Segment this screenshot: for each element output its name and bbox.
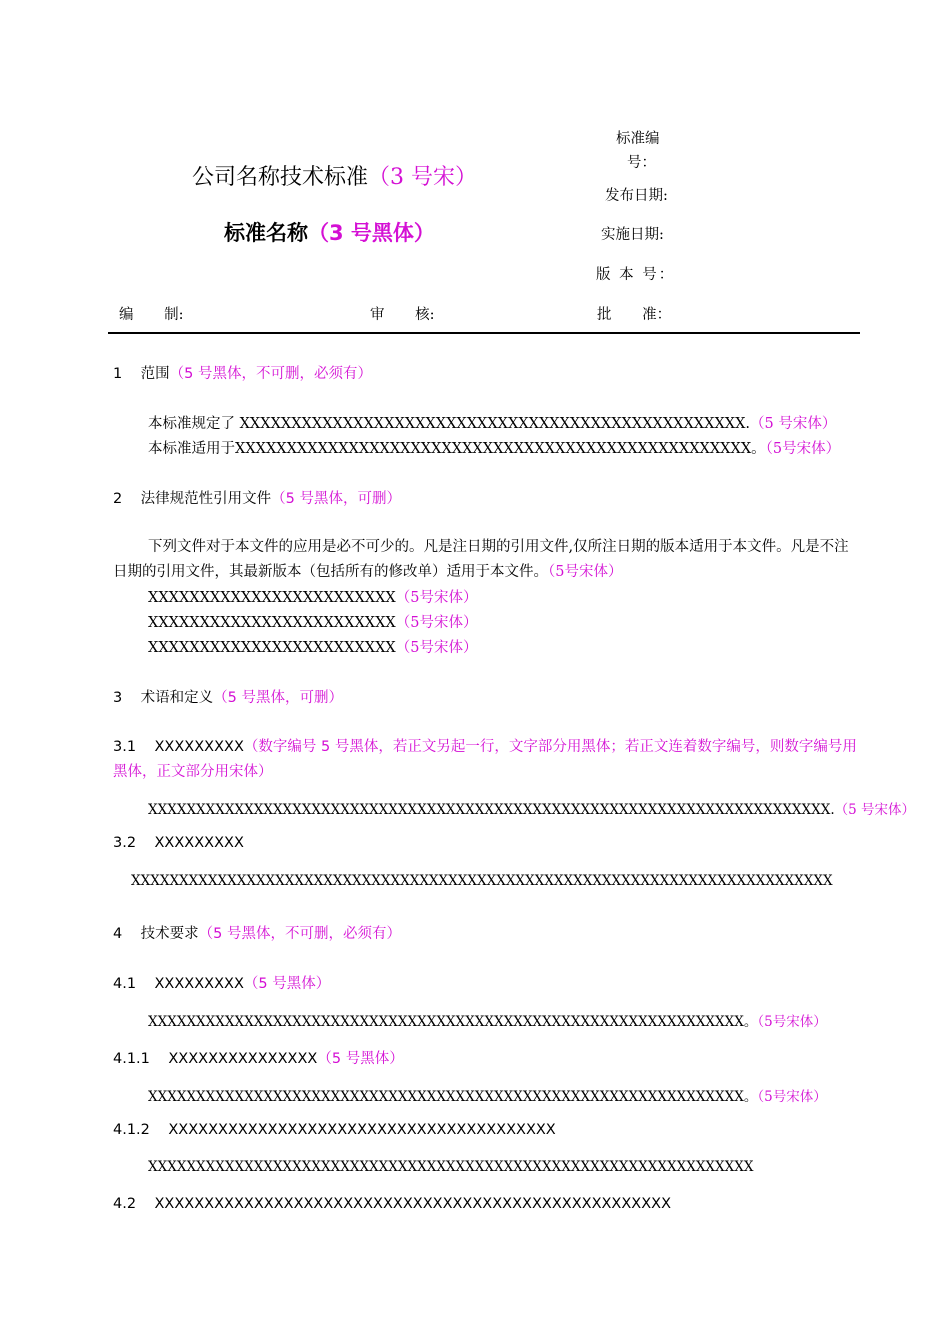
section-2-item-text: XXXXXXXXXXXXXXXXXXXXXXXX xyxy=(148,615,396,631)
section-1-note: （5 号黑体，不可删，必须有） xyxy=(169,366,373,382)
section-1-title: 范围 xyxy=(140,366,170,382)
effective-date-label: 实施日期: xyxy=(601,227,664,243)
section-1-para-1-text: 本标准规定了 XXXXXXXXXXXXXXXXXXXXXXXXXXXXXXXXXXXXXXXXXXXXXXXXX. xyxy=(148,416,751,432)
section-1-number: 1 xyxy=(113,366,123,382)
section-4-note: （5 号黑体，不可删，必须有） xyxy=(198,926,402,942)
section-2-note: （5 号黑体，可删） xyxy=(271,491,402,507)
section-4-1-1-title: XXXXXXXXXXXXXXX xyxy=(168,1051,318,1067)
section-2-paragraph xyxy=(113,535,861,585)
company-title xyxy=(192,160,477,191)
company-title-note: （3 号宋） xyxy=(368,165,478,190)
section-4-1-body-note: （5号宋体） xyxy=(757,1014,827,1030)
section-4-1-1-body-text: XXXXXXXXXXXXXXXXXXXXXXXXXXXXXXXXXXXXXXXXXXXXXXXXXXXXXXXXXXXXXX。 xyxy=(148,1089,758,1105)
section-1-para-2-note: （5号宋体） xyxy=(765,441,841,457)
section-2-item-note: （5号宋体） xyxy=(395,615,478,631)
section-4-1-1-note: （5 号黑体） xyxy=(317,1051,404,1067)
section-3-title: 术语和定义 xyxy=(140,690,214,706)
section-3-2-title: XXXXXXXXX xyxy=(154,835,244,851)
section-3-1-number: 3.1 xyxy=(113,739,137,755)
section-2-title: 法律规范性引用文件 xyxy=(140,491,272,507)
section-2-heading xyxy=(113,487,401,508)
section-2-item xyxy=(148,636,477,657)
header-divider xyxy=(108,332,860,334)
standard-name-note: （3 号黑体） xyxy=(308,221,435,245)
section-2-item-note: （5号宋体） xyxy=(395,590,478,606)
section-3-1-body-text: XXXXXXXXXXXXXXXXXXXXXXXXXXXXXXXXXXXXXXXXXXXXXXXXXXXXXXXXXXXXXXXXXXXXXXX. xyxy=(148,802,835,818)
section-4-1-2-title: XXXXXXXXXXXXXXXXXXXXXXXXXXXXXXXXXXXXXXX xyxy=(168,1122,556,1138)
section-4-1-body xyxy=(148,1010,827,1030)
standard-name-text: 标准名称 xyxy=(224,221,308,245)
review-label: 审 核: xyxy=(370,307,435,323)
section-1-para-1 xyxy=(148,412,836,433)
section-3-1-note: （数字编号 5 号黑体，若正文另起一行，文字部分用黑体；若正文连着数字编号，则数字编号用黑体，正文部分用宋体） xyxy=(113,739,857,780)
section-4-1-heading xyxy=(113,972,330,993)
section-4-number: 4 xyxy=(113,926,123,942)
section-2-item-text: XXXXXXXXXXXXXXXXXXXXXXXX xyxy=(148,640,396,656)
section-4-2-title: XXXXXXXXXXXXXXXXXXXXXXXXXXXXXXXXXXXXXXXXXXXXXXXXXXXX xyxy=(154,1196,672,1212)
section-4-2-heading xyxy=(113,1196,671,1212)
section-3-1-body xyxy=(148,798,915,818)
section-4-heading xyxy=(113,922,401,943)
approve-label: 批 准： xyxy=(597,307,672,323)
section-4-1-1-body xyxy=(148,1085,827,1105)
section-4-2-number: 4.2 xyxy=(113,1196,137,1212)
section-3-1-body-note: （5 号宋体） xyxy=(834,802,916,818)
section-1-para-1-note: （5 号宋体） xyxy=(750,416,837,432)
section-4-1-2-body: XXXXXXXXXXXXXXXXXXXXXXXXXXXXXXXXXXXXXXXXXXXXXXXXXXXXXXXXXXXXXXX xyxy=(148,1159,754,1175)
section-2-item-text: XXXXXXXXXXXXXXXXXXXXXXXX xyxy=(148,590,396,606)
version-label: 版 本 号： xyxy=(596,267,676,283)
section-3-2-number: 3.2 xyxy=(113,835,137,851)
section-3-note: （5 号黑体，可删） xyxy=(213,690,344,706)
section-3-1-heading xyxy=(113,735,861,785)
section-4-1-2-heading xyxy=(113,1122,556,1138)
section-2-item-note: （5号宋体） xyxy=(395,640,478,656)
section-1-para-2 xyxy=(148,437,840,458)
section-2-item xyxy=(148,586,477,607)
standard-name xyxy=(224,217,435,247)
section-3-1-title: XXXXXXXXX xyxy=(154,739,244,755)
section-4-1-note: （5 号黑体） xyxy=(243,976,331,992)
section-2-item xyxy=(148,611,477,632)
section-4-1-1-body-note: （5号宋体） xyxy=(757,1089,827,1105)
section-4-1-title: XXXXXXXXX xyxy=(154,976,244,992)
section-4-1-2-number: 4.1.2 xyxy=(113,1122,150,1138)
section-3-number: 3 xyxy=(113,690,123,706)
section-3-2-body: XXXXXXXXXXXXXXXXXXXXXXXXXXXXXXXXXXXXXXXXXXXXXXXXXXXXXXXXXXXXXXXXXXXXXXXXX xyxy=(131,873,833,889)
section-4-title: 技术要求 xyxy=(140,926,199,942)
section-1-para-2-text: 本标准适用于XXXXXXXXXXXXXXXXXXXXXXXXXXXXXXXXXXXXXXXXXXXXXXXXXX。 xyxy=(148,441,766,457)
compile-label: 编 制: xyxy=(119,307,184,323)
section-3-2-heading xyxy=(113,835,244,851)
section-4-1-body-text: XXXXXXXXXXXXXXXXXXXXXXXXXXXXXXXXXXXXXXXXXXXXXXXXXXXXXXXXXXXXXX。 xyxy=(148,1014,758,1030)
standard-no-label-1: 标准编 xyxy=(616,131,660,147)
section-2-paragraph-note: （5号宋体） xyxy=(548,564,623,580)
section-2-number: 2 xyxy=(113,491,123,507)
company-title-text: 公司名称技术标准 xyxy=(192,165,369,190)
section-3-heading xyxy=(113,686,343,707)
standard-no-label-2: 号： xyxy=(627,155,656,171)
section-4-1-1-heading xyxy=(113,1047,404,1068)
section-2-paragraph-text: 下列文件对于本文件的应用是必不可少的。凡是注日期的引用文件,仅所注日期的版本适用于本文件。凡是不注日期的引用文件，其最新版本（包括所有的修改单）适用于本文件。 xyxy=(113,539,849,580)
section-4-1-1-number: 4.1.1 xyxy=(113,1051,150,1067)
section-4-1-number: 4.1 xyxy=(113,976,137,992)
publish-date-label: 发布日期: xyxy=(605,188,668,204)
section-1-heading xyxy=(113,362,372,383)
